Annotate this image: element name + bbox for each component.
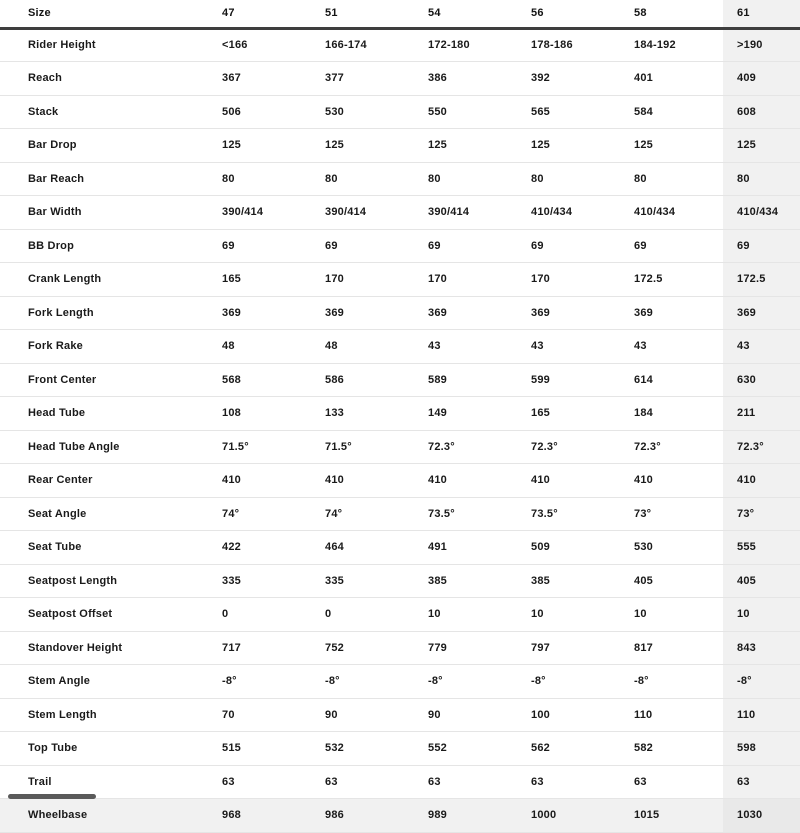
table-row <box>0 363 800 397</box>
value-cell: 630 <box>723 363 800 397</box>
value-cell: 172.5 <box>723 263 800 297</box>
value-cell: 614 <box>620 363 723 397</box>
value-cell: -8° <box>311 665 414 699</box>
value-cell: 385 <box>517 564 620 598</box>
value-cell: 43 <box>414 330 517 364</box>
size-column-header: 61 <box>723 0 800 28</box>
value-cell: 110 <box>723 698 800 732</box>
value-cell: 1015 <box>620 799 723 833</box>
value-cell: 10 <box>723 598 800 632</box>
row-label: Crank Length <box>0 263 208 297</box>
value-cell: 90 <box>311 698 414 732</box>
value-cell: 73° <box>620 497 723 531</box>
value-cell: 133 <box>311 397 414 431</box>
value-cell: 410 <box>311 464 414 498</box>
value-cell: 10 <box>414 598 517 632</box>
value-cell: 530 <box>620 531 723 565</box>
value-cell: 752 <box>311 631 414 665</box>
value-cell: 817 <box>620 631 723 665</box>
row-label: Seatpost Offset <box>0 598 208 632</box>
value-cell: 90 <box>414 698 517 732</box>
value-cell: 989 <box>414 799 517 833</box>
row-label: Stem Length <box>0 698 208 732</box>
row-label: Front Center <box>0 363 208 397</box>
value-cell: 509 <box>517 531 620 565</box>
value-cell: 69 <box>208 229 311 263</box>
value-cell: 184-192 <box>620 28 723 62</box>
row-label: Stack <box>0 95 208 129</box>
value-cell: 63 <box>208 765 311 799</box>
value-cell: 125 <box>311 129 414 163</box>
value-cell: -8° <box>208 665 311 699</box>
row-label: Top Tube <box>0 732 208 766</box>
table-row <box>0 129 800 163</box>
value-cell: 69 <box>620 229 723 263</box>
table-row <box>0 564 800 598</box>
value-cell: 80 <box>208 162 311 196</box>
value-cell: 843 <box>723 631 800 665</box>
value-cell: 410/434 <box>723 196 800 230</box>
value-cell: 586 <box>311 363 414 397</box>
value-cell: 390/414 <box>414 196 517 230</box>
value-cell: 550 <box>414 95 517 129</box>
value-cell: 74° <box>208 497 311 531</box>
size-column-header: 58 <box>620 0 723 28</box>
value-cell: 211 <box>723 397 800 431</box>
value-cell: 72.3° <box>620 430 723 464</box>
value-cell: 125 <box>723 129 800 163</box>
size-column-header: 54 <box>414 0 517 28</box>
value-cell: 335 <box>311 564 414 598</box>
value-cell: 110 <box>620 698 723 732</box>
value-cell: 369 <box>414 296 517 330</box>
value-cell: 369 <box>208 296 311 330</box>
value-cell: 48 <box>208 330 311 364</box>
value-cell: 0 <box>311 598 414 632</box>
value-cell: 797 <box>517 631 620 665</box>
row-label: Reach <box>0 62 208 96</box>
value-cell: 43 <box>723 330 800 364</box>
value-cell: 491 <box>414 531 517 565</box>
value-cell: 80 <box>620 162 723 196</box>
value-cell: 125 <box>517 129 620 163</box>
value-cell: 986 <box>311 799 414 833</box>
value-cell: 422 <box>208 531 311 565</box>
value-cell: 170 <box>517 263 620 297</box>
value-cell: 184 <box>620 397 723 431</box>
value-cell: 69 <box>517 229 620 263</box>
value-cell: <166 <box>208 28 311 62</box>
value-cell: 410 <box>723 464 800 498</box>
value-cell: 405 <box>620 564 723 598</box>
size-column-header: 56 <box>517 0 620 28</box>
value-cell: 125 <box>620 129 723 163</box>
row-label: Rear Center <box>0 464 208 498</box>
row-label: BB Drop <box>0 229 208 263</box>
value-cell: 172.5 <box>620 263 723 297</box>
table-row <box>0 464 800 498</box>
value-cell: 125 <box>208 129 311 163</box>
value-cell: 165 <box>517 397 620 431</box>
value-cell: 598 <box>723 732 800 766</box>
table-row <box>0 598 800 632</box>
value-cell: 10 <box>620 598 723 632</box>
value-cell: 390/414 <box>208 196 311 230</box>
table-row <box>0 631 800 665</box>
value-cell: 369 <box>620 296 723 330</box>
table-row <box>0 330 800 364</box>
value-cell: 599 <box>517 363 620 397</box>
value-cell: 63 <box>414 765 517 799</box>
value-cell: -8° <box>723 665 800 699</box>
value-cell: 172-180 <box>414 28 517 62</box>
header-row <box>0 0 800 28</box>
value-cell: 565 <box>517 95 620 129</box>
value-cell: 165 <box>208 263 311 297</box>
value-cell: 72.3° <box>723 430 800 464</box>
value-cell: 385 <box>414 564 517 598</box>
value-cell: 1000 <box>517 799 620 833</box>
value-cell: -8° <box>620 665 723 699</box>
value-cell: 71.5° <box>208 430 311 464</box>
value-cell: 506 <box>208 95 311 129</box>
table-row <box>0 62 800 96</box>
table-row <box>0 28 800 62</box>
row-label: Stem Angle <box>0 665 208 699</box>
value-cell: 779 <box>414 631 517 665</box>
value-cell: 63 <box>517 765 620 799</box>
value-cell: 178-186 <box>517 28 620 62</box>
value-cell: 562 <box>517 732 620 766</box>
value-cell: 369 <box>517 296 620 330</box>
row-label: Seatpost Length <box>0 564 208 598</box>
value-cell: 80 <box>414 162 517 196</box>
value-cell: 10 <box>517 598 620 632</box>
value-cell: 70 <box>208 698 311 732</box>
value-cell: >190 <box>723 28 800 62</box>
value-cell: 63 <box>620 765 723 799</box>
row-label: Fork Rake <box>0 330 208 364</box>
value-cell: 464 <box>311 531 414 565</box>
value-cell: 392 <box>517 62 620 96</box>
table-row <box>0 765 800 799</box>
value-cell: 552 <box>414 732 517 766</box>
value-cell: 555 <box>723 531 800 565</box>
value-cell: 43 <box>620 330 723 364</box>
value-cell: 410 <box>620 464 723 498</box>
value-cell: 166-174 <box>311 28 414 62</box>
value-cell: 73.5° <box>414 497 517 531</box>
table-row <box>0 397 800 431</box>
value-cell: 968 <box>208 799 311 833</box>
value-cell: 80 <box>311 162 414 196</box>
value-cell: 410 <box>517 464 620 498</box>
row-label: Head Tube <box>0 397 208 431</box>
value-cell: 515 <box>208 732 311 766</box>
value-cell: 582 <box>620 732 723 766</box>
value-cell: 74° <box>311 497 414 531</box>
value-cell: 71.5° <box>311 430 414 464</box>
value-cell: 608 <box>723 95 800 129</box>
value-cell: 73.5° <box>517 497 620 531</box>
size-header-cell: Size <box>0 0 208 28</box>
table-row <box>0 229 800 263</box>
table-row <box>0 497 800 531</box>
row-label: Fork Length <box>0 296 208 330</box>
value-cell: 377 <box>311 62 414 96</box>
table-row <box>0 732 800 766</box>
value-cell: 386 <box>414 62 517 96</box>
value-cell: 410 <box>208 464 311 498</box>
value-cell: 63 <box>311 765 414 799</box>
value-cell: -8° <box>414 665 517 699</box>
row-label: Wheelbase <box>0 799 208 833</box>
value-cell: 369 <box>723 296 800 330</box>
value-cell: 410 <box>414 464 517 498</box>
table-row <box>0 296 800 330</box>
value-cell: 170 <box>311 263 414 297</box>
table-row <box>0 531 800 565</box>
row-label: Bar Width <box>0 196 208 230</box>
table-row <box>0 95 800 129</box>
value-cell: 80 <box>723 162 800 196</box>
size-column-header: 51 <box>311 0 414 28</box>
value-cell: 63 <box>723 765 800 799</box>
value-cell: 367 <box>208 62 311 96</box>
value-cell: 125 <box>414 129 517 163</box>
value-cell: 48 <box>311 330 414 364</box>
table-row <box>0 263 800 297</box>
value-cell: 100 <box>517 698 620 732</box>
value-cell: 73° <box>723 497 800 531</box>
value-cell: 405 <box>723 564 800 598</box>
value-cell: 69 <box>414 229 517 263</box>
table-row <box>0 196 800 230</box>
table-body <box>0 28 800 832</box>
value-cell: 409 <box>723 62 800 96</box>
table-row <box>0 162 800 196</box>
table-row <box>0 698 800 732</box>
value-cell: -8° <box>517 665 620 699</box>
row-label: Seat Angle <box>0 497 208 531</box>
row-label: Bar Reach <box>0 162 208 196</box>
value-cell: 717 <box>208 631 311 665</box>
value-cell: 72.3° <box>414 430 517 464</box>
row-label: Rider Height <box>0 28 208 62</box>
row-label: Head Tube Angle <box>0 430 208 464</box>
value-cell: 532 <box>311 732 414 766</box>
value-cell: 410/434 <box>620 196 723 230</box>
row-label: Trail <box>0 765 208 799</box>
value-cell: 69 <box>723 229 800 263</box>
value-cell: 530 <box>311 95 414 129</box>
row-label: Standover Height <box>0 631 208 665</box>
horizontal-scrollbar-thumb[interactable] <box>8 794 96 799</box>
table-row <box>0 430 800 464</box>
value-cell: 69 <box>311 229 414 263</box>
value-cell: 80 <box>517 162 620 196</box>
value-cell: 0 <box>208 598 311 632</box>
value-cell: 410/434 <box>517 196 620 230</box>
value-cell: 170 <box>414 263 517 297</box>
row-label: Seat Tube <box>0 531 208 565</box>
row-label: Bar Drop <box>0 129 208 163</box>
size-column-header: 47 <box>208 0 311 28</box>
table-row <box>0 665 800 699</box>
value-cell: 108 <box>208 397 311 431</box>
value-cell: 72.3° <box>517 430 620 464</box>
value-cell: 1030 <box>723 799 800 833</box>
value-cell: 149 <box>414 397 517 431</box>
value-cell: 390/414 <box>311 196 414 230</box>
value-cell: 584 <box>620 95 723 129</box>
value-cell: 401 <box>620 62 723 96</box>
value-cell: 369 <box>311 296 414 330</box>
value-cell: 589 <box>414 363 517 397</box>
value-cell: 568 <box>208 363 311 397</box>
value-cell: 43 <box>517 330 620 364</box>
value-cell: 335 <box>208 564 311 598</box>
table-row <box>0 799 800 833</box>
